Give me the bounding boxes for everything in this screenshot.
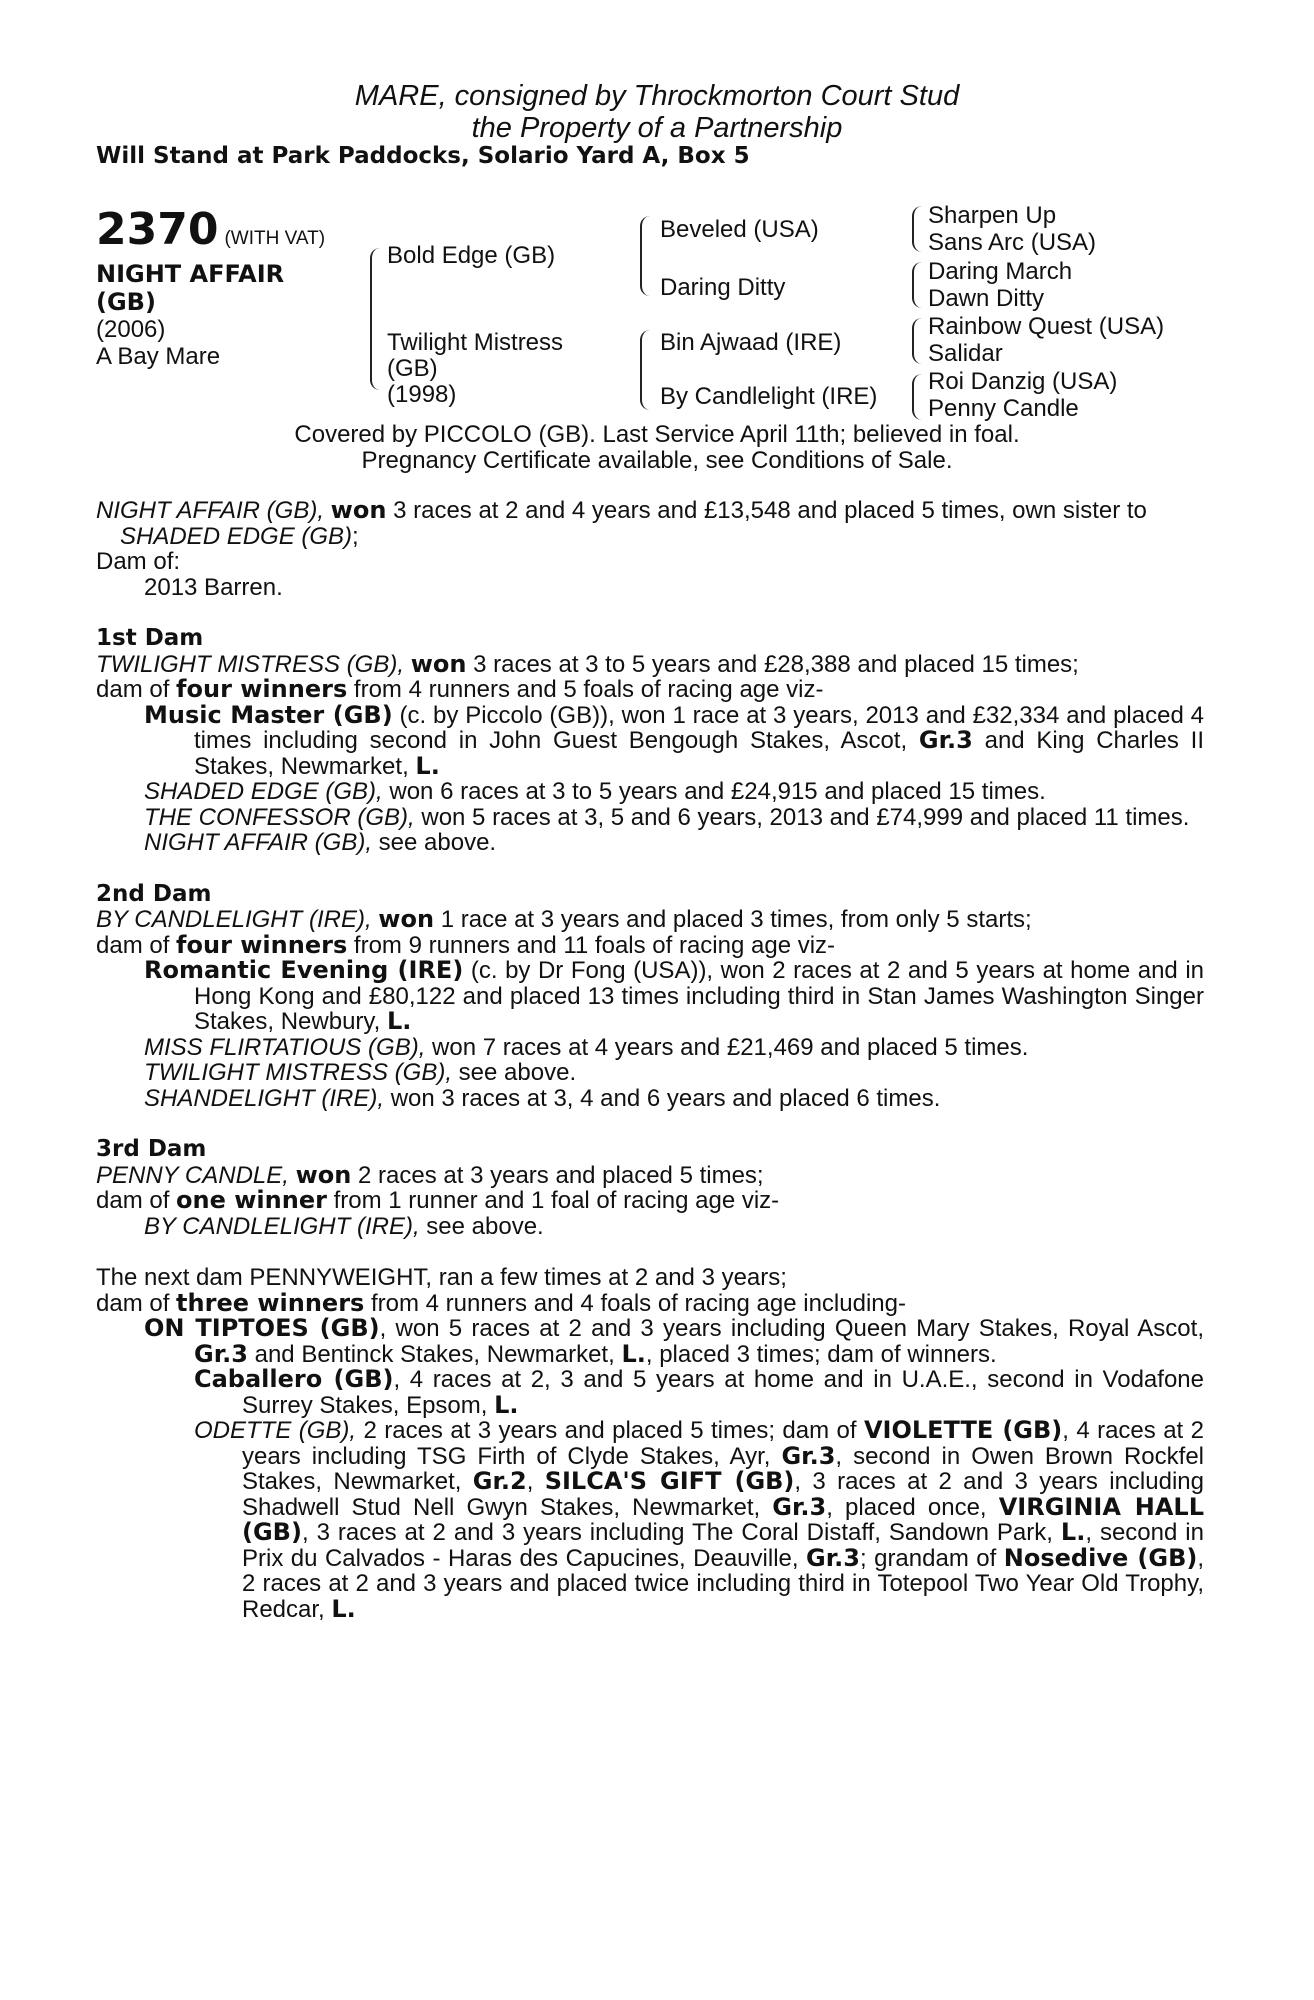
pedigree-dam-line2: (GB) (387, 355, 438, 382)
brace-gen3-1 (912, 206, 922, 252)
second-dam-runner-3: TWILIGHT MISTRESS (GB), see above. (144, 1059, 577, 1086)
intro-paragraph: NIGHT AFFAIR (GB), won 3 races at 2 and 4 years and £13,548 and placed 5 times, own sister to SHADED EDGE (GB); (96, 496, 1147, 550)
second-dam-runner-2: MISS FLIRTATIOUS (GB), won 7 races at 4 years and £21,469 and placed 5 times. (144, 1033, 1029, 1061)
next-dam-produce-summary: dam of three winners from 4 runners and 4 foals of racing age including- (96, 1288, 906, 1317)
first-dam-runner-2: SHADED EDGE (GB), won 6 races at 3 to 5 years and £24,915 and placed 15 times. (144, 778, 1046, 805)
pedigree-g6: Salidar (928, 340, 1003, 367)
third-dam-runner-1: BY CANDLELIGHT (IRE), see above. (144, 1212, 544, 1240)
third-dam-line: PENNY CANDLE, won 2 races at 3 years and placed 5 times; (96, 1160, 764, 1189)
next-dam-runner-odette: ODETTE (GB), 2 races at 3 years and placed 5 times; dam of VIOLETTE (GB), 4 races at 2 years including TSG Firth of Clyde Stakes, Ayr, Gr.3, second in Owen Brown Rockfel Stakes, Newmarket, Gr.2, SILCA'S GIFT (GB), 3 races at 2 and 3 years including Shadwell Stud Nell Gwyn Stakes, Newmarket, Gr.3, placed once, VIRGINIA HALL (GB), 3 races at 2 and 3 years including The Coral Distaff, Sandown Park, L., second in Prix du Calvados - Haras des Capucines, Deauville, Gr.3; grandam of Nosedive (GB), 2 races at 2 and 3 years and placed twice including third in Totepool Two Year Old Trophy, Redcar, L. (194, 1416, 1205, 1623)
next-dam-runner-caballero: Caballero (GB), 4 races at 2, 3 and 5 years at home and in U.A.E., second in Vodafone Surrey Stakes, Epsom, L. (194, 1365, 1204, 1419)
first-dam-runner-3: THE CONFESSOR (GB), won 5 races at 3, 5 and 6 years, 2013 and £74,999 and placed 11 times. (144, 803, 1190, 831)
second-dam-heading: 2nd Dam (96, 880, 212, 907)
next-dam-runner-on-tiptoes: ON TIPTOES (GB), won 5 races at 2 and 3 years including Queen Mary Stakes, Royal Ascot, Gr.3 and Bentinck Stakes, Newmarket, L., placed 3 times; dam of winners. (144, 1314, 1204, 1368)
first-dam-line: TWILIGHT MISTRESS (GB), won 3 races at 3 to 5 years and £28,388 and placed 15 times; (96, 649, 1079, 678)
covering-line1: Covered by PICCOLO (GB). Last Service April 11th; believed in foal. (294, 421, 1020, 448)
pedigree-g3: Daring March (928, 258, 1073, 285)
horse-description: A Bay Mare (96, 343, 221, 370)
catalogue-header (0, 80, 1314, 169)
second-dam-line: BY CANDLELIGHT (IRE), won 1 race at 3 years and placed 3 times, from only 5 starts; (96, 905, 1032, 933)
brace-gen2-bottom (640, 330, 650, 410)
brace-gen3-4 (912, 374, 922, 420)
third-dam-produce-summary: dam of one winner from 1 runner and 1 foal of racing age viz- (96, 1186, 780, 1214)
pedigree-dam-dam: By Candlelight (IRE) (660, 383, 878, 410)
pedigree-sire: Bold Edge (GB) (387, 242, 556, 269)
brace-gen1 (370, 248, 380, 390)
dam-of-label: Dam of: (96, 548, 181, 575)
first-dam-runner-4: NIGHT AFFAIR (GB), see above. (144, 829, 497, 856)
pedigree-sire-sire: Beveled (USA) (660, 216, 819, 243)
pedigree-g8: Penny Candle (928, 395, 1079, 422)
pedigree-g2: Sans Arc (USA) (928, 229, 1097, 256)
brace-gen2-top (640, 216, 650, 296)
next-dam-line: The next dam PENNYWEIGHT, ran a few times at 2 and 3 years; (96, 1264, 787, 1291)
lot-number: 2370 (96, 204, 219, 255)
second-dam-runner-1: Romantic Evening (IRE) (c. by Dr Fong (USA)), won 2 races at 2 and 5 years at home and in Hong Kong and £80,122 and placed 13 times including third in Stan James Washington Singer Stakes, Newbury, L. (144, 956, 1205, 1035)
first-dam-produce-summary: dam of four winners from 4 runners and 5 foals of racing age viz- (96, 675, 824, 703)
pedigree-g7: Roi Danzig (USA) (928, 368, 1118, 395)
pedigree-sire-dam: Daring Ditty (660, 274, 786, 301)
third-dam-heading: 3rd Dam (96, 1136, 207, 1162)
vat-label: (WITH VAT) (224, 228, 326, 249)
property-line: the Property of a Partnership (471, 112, 843, 144)
covering-info (0, 422, 1314, 474)
pedigree-g1: Sharpen Up (928, 202, 1057, 229)
pedigree-dam-line1: Twilight Mistress (387, 329, 564, 356)
second-dam-produce-summary: dam of four winners from 9 runners and 11 foals of racing age viz- (96, 930, 836, 959)
horse-name: NIGHT AFFAIR (GB) (96, 260, 285, 316)
pedigree-g4: Dawn Ditty (928, 285, 1045, 312)
brace-gen3-3 (912, 318, 922, 364)
pedigree-dam-sire: Bin Ajwaad (IRE) (660, 329, 842, 356)
produce-2013: 2013 Barren. (144, 573, 283, 601)
catalogue-body (96, 498, 1204, 1622)
consignor-line: MARE, consigned by Throckmorton Court Stud (354, 80, 960, 112)
pedigree-g5: Rainbow Quest (USA) (928, 313, 1165, 340)
location-line: Will Stand at Park Paddocks, Solario Yard A, Box 5 (96, 143, 750, 169)
first-dam-heading: 1st Dam (96, 625, 204, 651)
foaling-year: (2006) (96, 316, 166, 343)
first-dam-runner-1: Music Master (GB) (c. by Piccolo (GB)), won 1 race at 3 years, 2013 and £32,334 and placed 4 times including second in John Guest Bengough Stakes, Ascot, Gr.3 and King Charles II Stakes, Newmarket, L. (144, 700, 1204, 780)
second-dam-runner-4: SHANDELIGHT (IRE), won 3 races at 3, 4 and 6 years and placed 6 times. (144, 1084, 941, 1112)
lot-info (96, 206, 325, 370)
brace-gen3-2 (912, 262, 922, 308)
covering-line2: Pregnancy Certificate available, see Conditions of Sale. (361, 447, 953, 474)
pedigree-dam-line3: (1998) (387, 381, 457, 408)
